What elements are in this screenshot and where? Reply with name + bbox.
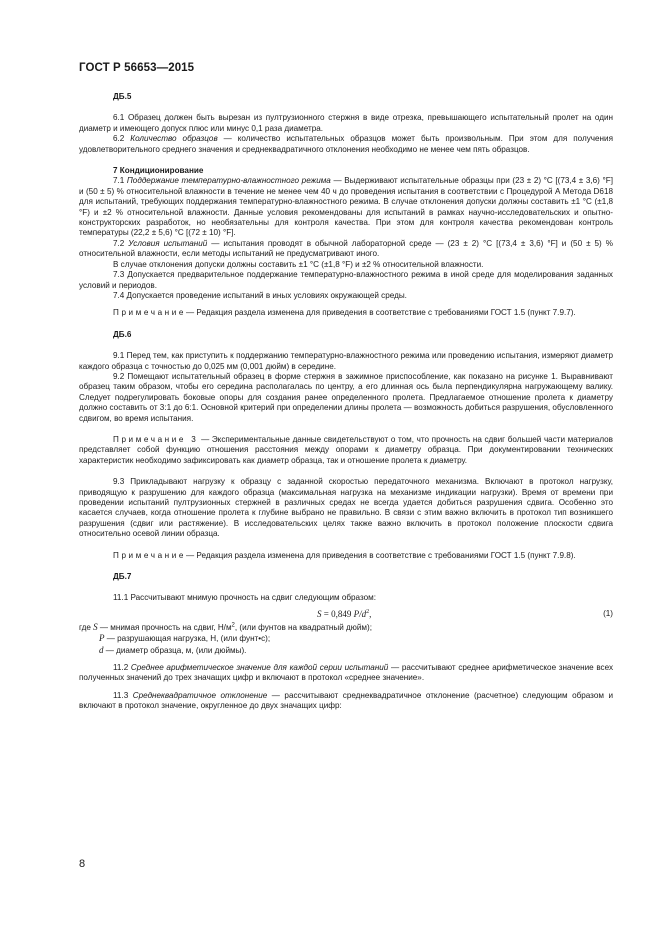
paragraph-7-3: 7.3 Допускается предварительное поддержание температурно-влажностного режима в иной среде для моделирования заданных условий и периодов. — [79, 270, 613, 290]
section-heading-db7: ДБ.7 — [113, 572, 132, 582]
definition-s: где S — мнимая прочность на сдвиг, $Н/м^2$, (или фунтов на квадратный дюйм); — [79, 621, 372, 632]
page-header-standard-title: ГОСТ Р 56653—2015 — [79, 62, 195, 74]
note-db5: Примечание— Редакция раздела изменена для приведения в соответствие с требованиями ГОСТ 1.5 (пункт 7.9.7). — [113, 308, 576, 318]
section-heading-db5: ДБ.5 — [113, 92, 132, 101]
paragraph-6-2: 6.2 Количество образцов — количество испытательных образцов может быть произвольным. При этом для получения удовлетворительного среднего значения и среднеквадратичного отклонения необходимо не менее чем пять образцов. — [79, 134, 613, 154]
paragraph-11-1: 11.1 Рассчитывают мнимую прочность на сдвиг следующим образом: — [113, 593, 376, 603]
formula-definitions — [79, 622, 613, 656]
paragraph-9-2: 9.2 Помещают испытательный образец в форме стержня в зажимное приспособление, как показано на рисунке 1. Выравнивают образец таким образом, чтобы его середина располагалась по центру, а его длинная ось была перпендикулярна нагружающему валику. Следует подрегулировать боковые опоры для создания ранее определенного пролета. Предлагаемое отношение пролета к диаметру должно составить от 3:1 до 6:1. Основной критерий при определении длины пролета — возможность добиться разрушения, обусловленного сдвигом, во время испытания. — [79, 371, 613, 423]
paragraph-9-1: 9.1 Перед тем, как приступить к поддержанию температурно-влажностного режима или проведению испытания, измеряют диаметр каждого образца с точностью до 0,025 мм (0,001 дюйм) в середине. — [79, 351, 613, 371]
paragraph-6-1: 6.1 Образец должен быть вырезан из пултрузионного стержня в виде отрезка, превышающего испытательный пролет на один диаметр и имеющего допуск плюс или минус 0,1 раза диаметра. — [79, 113, 613, 133]
term-standard-deviation: Среднеквадратичное отклонение — [132, 690, 268, 700]
paragraph-7-2: 7.2 Условия испытаний — испытания проводят в обычной лабораторной среде — (23 ± 2) °С [(73,4 ± 3,6) °F] и (50 ± 5) % относительной влажности, если методы испытаний не предусматривают иного. — [79, 238, 613, 259]
page-number: 8 — [79, 858, 86, 870]
paragraph-7-4: 7.4 Допускается проведение испытаний в иных условиях окружающей среды. — [113, 290, 407, 300]
note-label: Примечание — [113, 308, 187, 318]
formula-1 — [79, 608, 613, 622]
formula-expression: S = 0,849 $P/d^2$, — [317, 608, 372, 619]
paragraph-7-2-deviation: В случае отклонения допуски должны составить ±1 °С (±1,8 °F) и ±2 % относительной влажности. — [113, 259, 484, 269]
note-label: Примечание — [113, 550, 187, 560]
formula-number: (1) — [603, 608, 613, 618]
note-3-label: Примечание 3 — [113, 434, 199, 444]
section-7-title: 7 Кондиционирование — [113, 166, 204, 176]
paragraph-11-2: 11.2 Среднее арифметическое значение для каждой серии испытаний — рассчитывают среднее арифметическое значение всех полученных значений до трех значащих цифр и включают в протокол «среднее значение». — [79, 663, 614, 683]
note-3: Примечание 3 — Экспериментальные данные свидетельствуют о том, что прочность на сдвиг большей части материалов представляет собой функцию отношения расстояния между опорами к диаметру образца. При документировании технических характеристик необходимо зафиксировать как диаметр образца, так и отношение пролета к диаметру. — [79, 434, 613, 465]
term-arithmetic-mean: Среднее арифметическое значение для каждой серии испытаний — [130, 663, 389, 673]
definition-p: P — разрушающая нагрузка, Н, (или фунт•с); — [99, 633, 271, 644]
term-conditioning: Поддержание температурно-влажностного режима — [126, 176, 331, 186]
note-db6: Примечание— Редакция раздела изменена для приведения в соответствие с требованиями ГОСТ 1.5 (пункт 7.9.8). — [113, 550, 576, 560]
paragraph-7-1: 7.1 Поддержание температурно-влажностного режима — Выдерживают испытательные образцы при (23 ± 2) °С [(73,4 ± 3,6) °F] и (50 ± 5) % относительной влажности в течение не менее чем 40 ч до проведения испытания в соответствии с Процедурой А Метода D618 для испытаний, требующих поддержания температурно-влажностного режима. В случае отклонения допуски должны составить ±1 °С (±1,8 °F) и ±2 % относительной влажности. Данные условия рекомендованы для испытаний в рамках научно-исследовательских и опытно-конструкторских разработок, но необязательны для контроля качества. При этом для контроля качества рекомендован контроль температуры (22,2 ± 5,6) °С [(72 ± 10) °F]. — [79, 176, 613, 238]
page-body — [79, 92, 613, 712]
term-sample-count: Количество образцов — [130, 134, 218, 144]
definition-d: d — диаметр образца, м, (или дюймы). — [99, 644, 247, 655]
section-heading-db6: ДБ.6 — [113, 329, 132, 339]
term-test-conditions: Условия испытаний — [128, 238, 208, 248]
paragraph-9-3: 9.3 Прикладывают нагрузку к образцу с заданной скоростью передаточного механизма. Включают в протокол нагрузку, приводящую к разрушению для каждого образца (максимальная нагрузка на механизме индикации нагрузки). Время от времени при проведении испытаний пултрузионных стержней в различных средах не всегда удается добиться разрушения сдвига. Особенно это касается случаев, когда отношение пролета к глубине выбрано не правильно. В связи с этим важно включить в протокол тип возникшего разрушения (сдвиг или растяжение). В исследовательских целях также важно включить в протокол положение плоскости сдвига относительно осевой линии образца. — [79, 477, 613, 539]
paragraph-11-3: 11.3 Среднеквадратичное отклонение — рассчитывают среднеквадратичное отклонение (расчетное) следующим образом и включают в протокол значение, округленное до двух значащих цифр: — [79, 690, 613, 711]
